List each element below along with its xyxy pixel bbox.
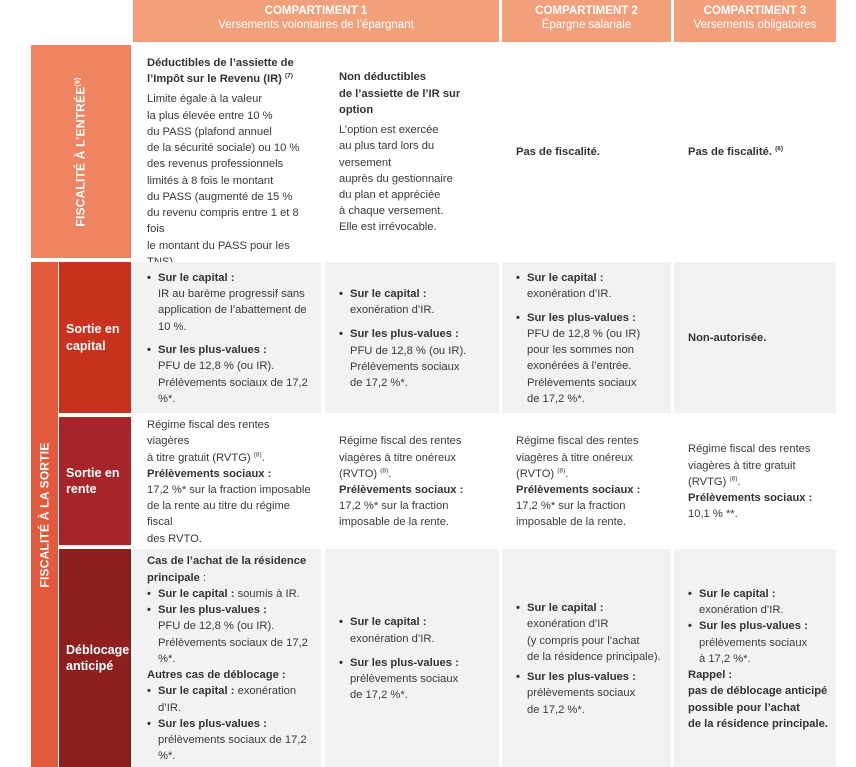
label-sortie-capital: Sortie en capital: [59, 262, 131, 413]
text-line: du plan et appréciée: [339, 188, 441, 201]
label-fiscalite-sortie: [31, 262, 58, 767]
text-line: pour les sommes non: [527, 344, 634, 357]
entry-c2-text: Pas de fiscalité.: [516, 146, 600, 159]
ps-label: Prélèvements sociaux :: [147, 467, 272, 480]
text-line: 10,1 % **.: [688, 508, 738, 521]
text-line: à titre gratuit (RVTG) $^{(8)}$.: [147, 450, 265, 464]
header-subtitle: Versements obligatoires: [693, 19, 817, 32]
text-line: (y compris pour l’achat: [527, 634, 640, 647]
rappel-label: Rappel :: [688, 669, 733, 682]
capital-c1b-cell: [325, 262, 499, 413]
text-line: exonération d’IR.: [527, 288, 612, 301]
text-line: PFU de 12,8 % (ou IR): [527, 327, 641, 340]
pv-label: • Sur les plus-values :: [516, 310, 661, 326]
header-subtitle: Épargne salariale: [541, 19, 632, 32]
deblocage-c3-cell: [674, 549, 836, 767]
label-deblocage-anticipe: Déblocage anticipé: [59, 549, 131, 767]
text-line: exonération d’IR.: [699, 604, 784, 617]
header-compartiment-1: [133, 0, 499, 42]
label-entry-text: FISCALITÉ À L’ENTRÉE: [73, 86, 88, 227]
capital-c2-cell: [502, 262, 671, 413]
text-line: 17,2 %* sur la fraction: [516, 500, 626, 513]
header-title: COMPARTIMENT 3: [703, 5, 807, 17]
text-line: Régime fiscal des rentes viagères: [147, 419, 270, 448]
text-line: prélèvements sociaux: [350, 673, 459, 686]
pv-label: • Sur les plus-values :: [147, 716, 311, 732]
deb-heading: principale :: [147, 571, 207, 584]
capital-c1a-cell: [133, 262, 321, 413]
text-line: Prélèvements sociaux de 17,2 %*.: [158, 636, 308, 665]
text-line: prélèvements sociaux: [699, 636, 808, 649]
text-line: des revenus professionnels: [147, 158, 284, 171]
header-title: COMPARTIMENT 1: [264, 5, 368, 17]
cap-line: • Sur le capital : exonération d’IR.: [147, 683, 311, 715]
text-line: exonérées à l’entrée.: [527, 360, 632, 373]
text-line: Régime fiscal des rentes: [339, 435, 462, 448]
text-line: Prélèvements sociaux: [350, 360, 460, 373]
label-sortie-rente: Sortie en rente: [59, 417, 131, 545]
text-line: la plus élevée entre 10 %: [147, 109, 273, 122]
text-line: du PASS (plafond annuel: [147, 125, 272, 138]
text-line: de 17,2 %*.: [350, 689, 408, 702]
rente-c1a-cell: [133, 417, 321, 545]
deblocage-c1b-cell: [325, 549, 499, 767]
text-line: PFU de 12,8 % (ou IR).: [158, 360, 275, 373]
text-line: prélèvements sociaux: [527, 687, 636, 700]
pv-label: • Sur les plus-values :: [147, 342, 311, 358]
text-line: viagères à titre onéreux (RVTO) $^{(8)}$.: [339, 451, 456, 480]
text-line: application de l’abattement de 10 %.: [158, 304, 307, 333]
header-compartiment-2: [502, 0, 671, 42]
text-line: le montant du PASS pour les: [147, 239, 290, 252]
text-line: exonération d’IR.: [350, 304, 435, 317]
text-line: PFU de 12,8 % (ou IR).: [350, 344, 467, 357]
deblocage-c2-cell: [502, 549, 671, 767]
text-line: de la rente au titre du régime fiscal: [147, 500, 291, 529]
text-line: Elle est irrévocable.: [339, 221, 437, 234]
text-line: de 17,2 %*.: [527, 703, 585, 716]
pv-label: • Sur les plus-values :: [147, 602, 311, 618]
capital-c3-cell: [674, 262, 836, 413]
pv-label: • Sur les plus-values :: [688, 618, 830, 634]
text-line: viagères à titre gratuit (RVTG) $^{(8)}$.: [688, 459, 796, 488]
entry-c1a-title: Déductibles de l’assiette de l’Impôt sur le Revenu (IR) $^{(7)}$: [147, 57, 294, 86]
text-line: prélèvements sociaux de 17,2 %*.: [158, 734, 307, 763]
header-subtitle: Versements volontaires de l’épargnant: [218, 19, 414, 32]
text-line: du PASS (augmenté de 15 %: [147, 190, 293, 203]
entry-c2-cell: [502, 45, 671, 258]
text-line: au plus tard lors du versement: [339, 140, 435, 169]
text-line: L’option est exercée: [339, 124, 439, 137]
text-line: auprès du gestionnaire: [339, 172, 453, 185]
pv-label: • Sur les plus-values :: [516, 669, 661, 685]
text-line: 17,2 %* sur la fraction imposable: [147, 484, 311, 496]
cap-label: • Sur le capital :: [339, 286, 489, 302]
cap-line: • Sur le capital : soumis à IR.: [147, 586, 311, 602]
entry-c3-cell: [674, 45, 836, 258]
footnote: (6): [74, 76, 82, 87]
text-line: des RVTO.: [147, 532, 202, 545]
cap-label: • Sur le capital :: [688, 586, 830, 602]
cap-label: • Sur le capital :: [516, 600, 661, 616]
rappel-line: possible pour l’achat: [688, 701, 800, 714]
capital-c3-text: Non-autorisée.: [688, 332, 767, 345]
pv-label: • Sur les plus-values :: [339, 655, 489, 671]
header-title: COMPARTIMENT 2: [535, 5, 638, 17]
text-line: viagères à titre onéreux (RVTO) $^{(8)}$.: [516, 451, 633, 480]
text-line: de la résidence principale).: [527, 650, 661, 663]
text-line: Limite égale à la valeur: [147, 93, 263, 106]
text-line: imposable de la rente.: [339, 516, 450, 529]
entry-c3-text: Pas de fiscalité. $^{(6)}$: [688, 145, 784, 159]
deb-heading: Autres cas de déblocage :: [147, 669, 286, 682]
text-line: de 17,2 %*.: [527, 392, 585, 405]
text-line: Prélèvements sociaux: [527, 376, 637, 389]
deb-heading: Cas de l’achat de la résidence: [147, 555, 307, 568]
text-line: de la sécurité sociale) ou 10 %: [147, 142, 300, 155]
entry-c1a-cell: [133, 45, 321, 258]
text-line: 17,2 %* sur la fraction: [339, 500, 449, 513]
text-line: du revenu compris entre 1 et 8 fois: [147, 207, 299, 236]
rente-c1b-cell: [325, 417, 499, 545]
cap-label: • Sur le capital :: [516, 270, 661, 286]
text-line: Régime fiscal des rentes: [688, 443, 811, 456]
text-line: Prélèvements sociaux de 17,2 %*.: [158, 376, 308, 405]
ps-label: Prélèvements sociaux :: [516, 484, 641, 496]
text-line: de 17,2 %*.: [350, 376, 408, 389]
label-fiscalite-entree: [31, 45, 131, 258]
cap-label: • Sur le capital :: [147, 270, 311, 286]
text-line: à 17,2 %*.: [699, 652, 751, 665]
rappel-line: pas de déblocage anticipé: [688, 685, 828, 698]
rente-c2-cell: [502, 417, 671, 545]
entry-c1b-title-1: Non déductibles: [339, 71, 427, 84]
entry-c1b-title-2: de l’assiette de l’IR sur option: [339, 87, 461, 116]
rente-c3-cell: [674, 417, 836, 545]
ps-label: Prélèvements sociaux :: [339, 484, 464, 496]
label-exit-text: FISCALITÉ À LA SORTIE: [36, 441, 51, 588]
text-line: PFU de 12,8 % (ou IR).: [158, 620, 275, 633]
pv-label: • Sur les plus-values :: [339, 326, 489, 342]
header-compartiment-3: [674, 0, 836, 42]
text-line: imposable de la rente.: [516, 516, 627, 529]
cap-label: • Sur le capital :: [339, 614, 489, 630]
text-line: IR au barème progressif sans: [158, 288, 305, 301]
ps-label: Prélèvements sociaux :: [688, 492, 813, 505]
text-line: exonération d’IR: [527, 618, 609, 631]
rappel-line: de la résidence principale.: [688, 717, 828, 730]
text-line: limités à 8 fois le montant: [147, 174, 274, 187]
text-line: exonération d’IR.: [350, 632, 435, 645]
deblocage-c1a-cell: [133, 549, 321, 767]
entry-c1b-cell: [325, 45, 499, 258]
text-line: Régime fiscal des rentes: [516, 435, 639, 448]
text-line: à chaque versement.: [339, 205, 444, 218]
